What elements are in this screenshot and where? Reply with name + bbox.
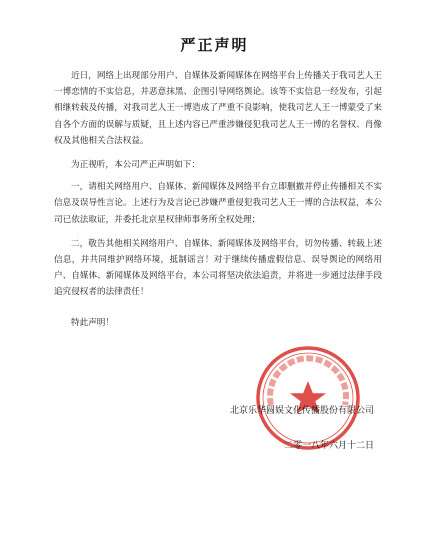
closing-line: 特此声明！ bbox=[71, 317, 114, 328]
company-seal-icon bbox=[253, 343, 363, 453]
issue-date: 二零一八年六月十二日 bbox=[284, 441, 375, 451]
document-title: 严正声明 bbox=[180, 36, 249, 54]
paragraph-point-one: 一，请相关网络用户、自媒体、新闻媒体及网络平台立即删撤并停止传播相关不实信息及误导性言论。上述行为及言论已涉嫌严重侵犯我司艺人王一博的合法权益，本公司已依法取证，并委托北京星权律师事务所全权处理； bbox=[54, 182, 382, 225]
document-body bbox=[54, 68, 382, 339]
paragraph-declaration: 为正视听，本公司严正声明如下： bbox=[71, 160, 200, 171]
paragraph-point-two: 二，敬告其他相关网络用户、自媒体、新闻媒体及网络平台，切勿传播、转载上述信息，并共同维护网络环境，抵制谣言！对于继续传播虚假信息、误导舆论的网络用户、自媒体、新闻媒体及网络平台，本公司将坚决依法追责，并将进一步通过法律手段追究侵权者的法律责任！ bbox=[54, 238, 382, 298]
company-name: 北京乐华圆娱文化传播股份有限公司 bbox=[230, 406, 375, 416]
paragraph-intro: 近日，网络上出现部分用户、自媒体及新闻媒体在网络平台上传播关于我司艺人王一博恋情的不实信息，并恶意抹黑、企图引导网络舆论。该等不实信息一经发布，引起相继转载及传播，对我司艺人王一博造成了严重不良影响，使我司艺人王一博蒙受了来自各个方面的误解与质疑，且上述内容已严重涉嫌侵犯我司艺人王一博的名誉权、肖像权及其他相关合法权益。 bbox=[54, 71, 382, 146]
